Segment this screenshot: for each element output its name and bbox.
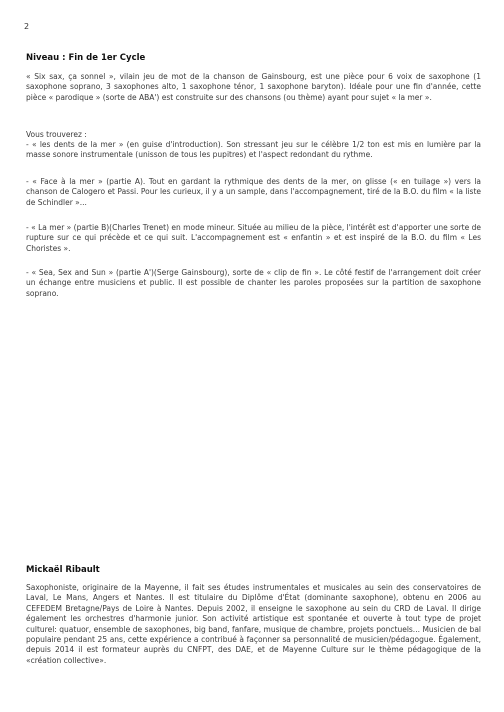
page-number: 2 bbox=[24, 22, 30, 31]
item-face-a-la-mer: - « Face à la mer » (partie A). Tout en gardant la rythmique des dents de la mer, on glisse (« en tuilage ») vers la chanson de Calogero et Passi. Pour les curieux, il y a un sample, dans l'accompagnement, tiré de la B.O. du film « la liste de Schindler »... bbox=[26, 177, 481, 207]
vous-trouverez-label: Vous trouverez : bbox=[26, 130, 87, 139]
author-bio: Saxophoniste, originaire de la Mayenne, il fait ses études instrumentales et musicales au sein des conservatoires de Laval, Le Mans, Angers et Nantes. Il est titulaire du Diplôme d'État (dominante saxophone), obtenu en 2006 au CEFEDEM Bretagne/Pays de Loire à Nantes. Depuis 2002, il enseigne le saxophone au sein du CRD de Laval. Il dirige également les orchestres d'harmonie junior. Son activité artistique est spontanée et ouverte à tout type de projet culturel: quatuor, ensemble de saxophones, big band, fanfare, musique de chambre, projets ponctuels... Musicien de bal populaire pendant 25 ans, cette expérience a contribué à façonner sa personnalité de musicien/pédagogue. Également, depuis 2014 il est formateur auprès du CNFPT, des DAE, et de Mayenne Culture sur le thème pédagogique de la «création collective». bbox=[26, 583, 481, 665]
item-la-mer: - « La mer » (partie B)(Charles Trenet) en mode mineur. Située au milieu de la pièce, l'intérêt est d'apporter une sorte de rupture sur ce qui précède et ce qui suit. L'accompagnement est « enfantin » et est inspiré de la B.O. du film « Les Choristes ». bbox=[26, 223, 481, 253]
item-sea-sex-and-sun: - « Sea, Sex and Sun » (partie A')(Serge Gainsbourg), sorte de « clip de fin ». Le côté festif de l'arrangement doit créer un échange entre musiciens et public. Il est possible de chanter les paroles proposées sur la partition de saxophone soprano. bbox=[26, 268, 481, 298]
author-name: Mickaël Ribault bbox=[26, 565, 100, 575]
item-dents-de-la-mer: - « les dents de la mer » (en guise d'introduction). Son stressant jeu sur le célèbre 1/2 ton est mis en lumière par la masse sonore instrumentale (unisson de tous les pupitres) et l'aspect redondant du rythme. bbox=[26, 140, 481, 160]
level-heading: Niveau : Fin de 1er Cycle bbox=[26, 53, 146, 63]
intro-paragraph: « Six sax, ça sonnel », vilain jeu de mot de la chanson de Gainsbourg, est une pièce pour 6 voix de saxophone (1 saxophone soprano, 3 saxophones alto, 1 saxophone ténor, 1 saxophone baryton). Idéale pour une fin d'année, cette pièce « parodique » (sorte de ABA') est construite sur des chansons (ou thème) ayant pour sujet « la mer ». bbox=[26, 72, 481, 102]
